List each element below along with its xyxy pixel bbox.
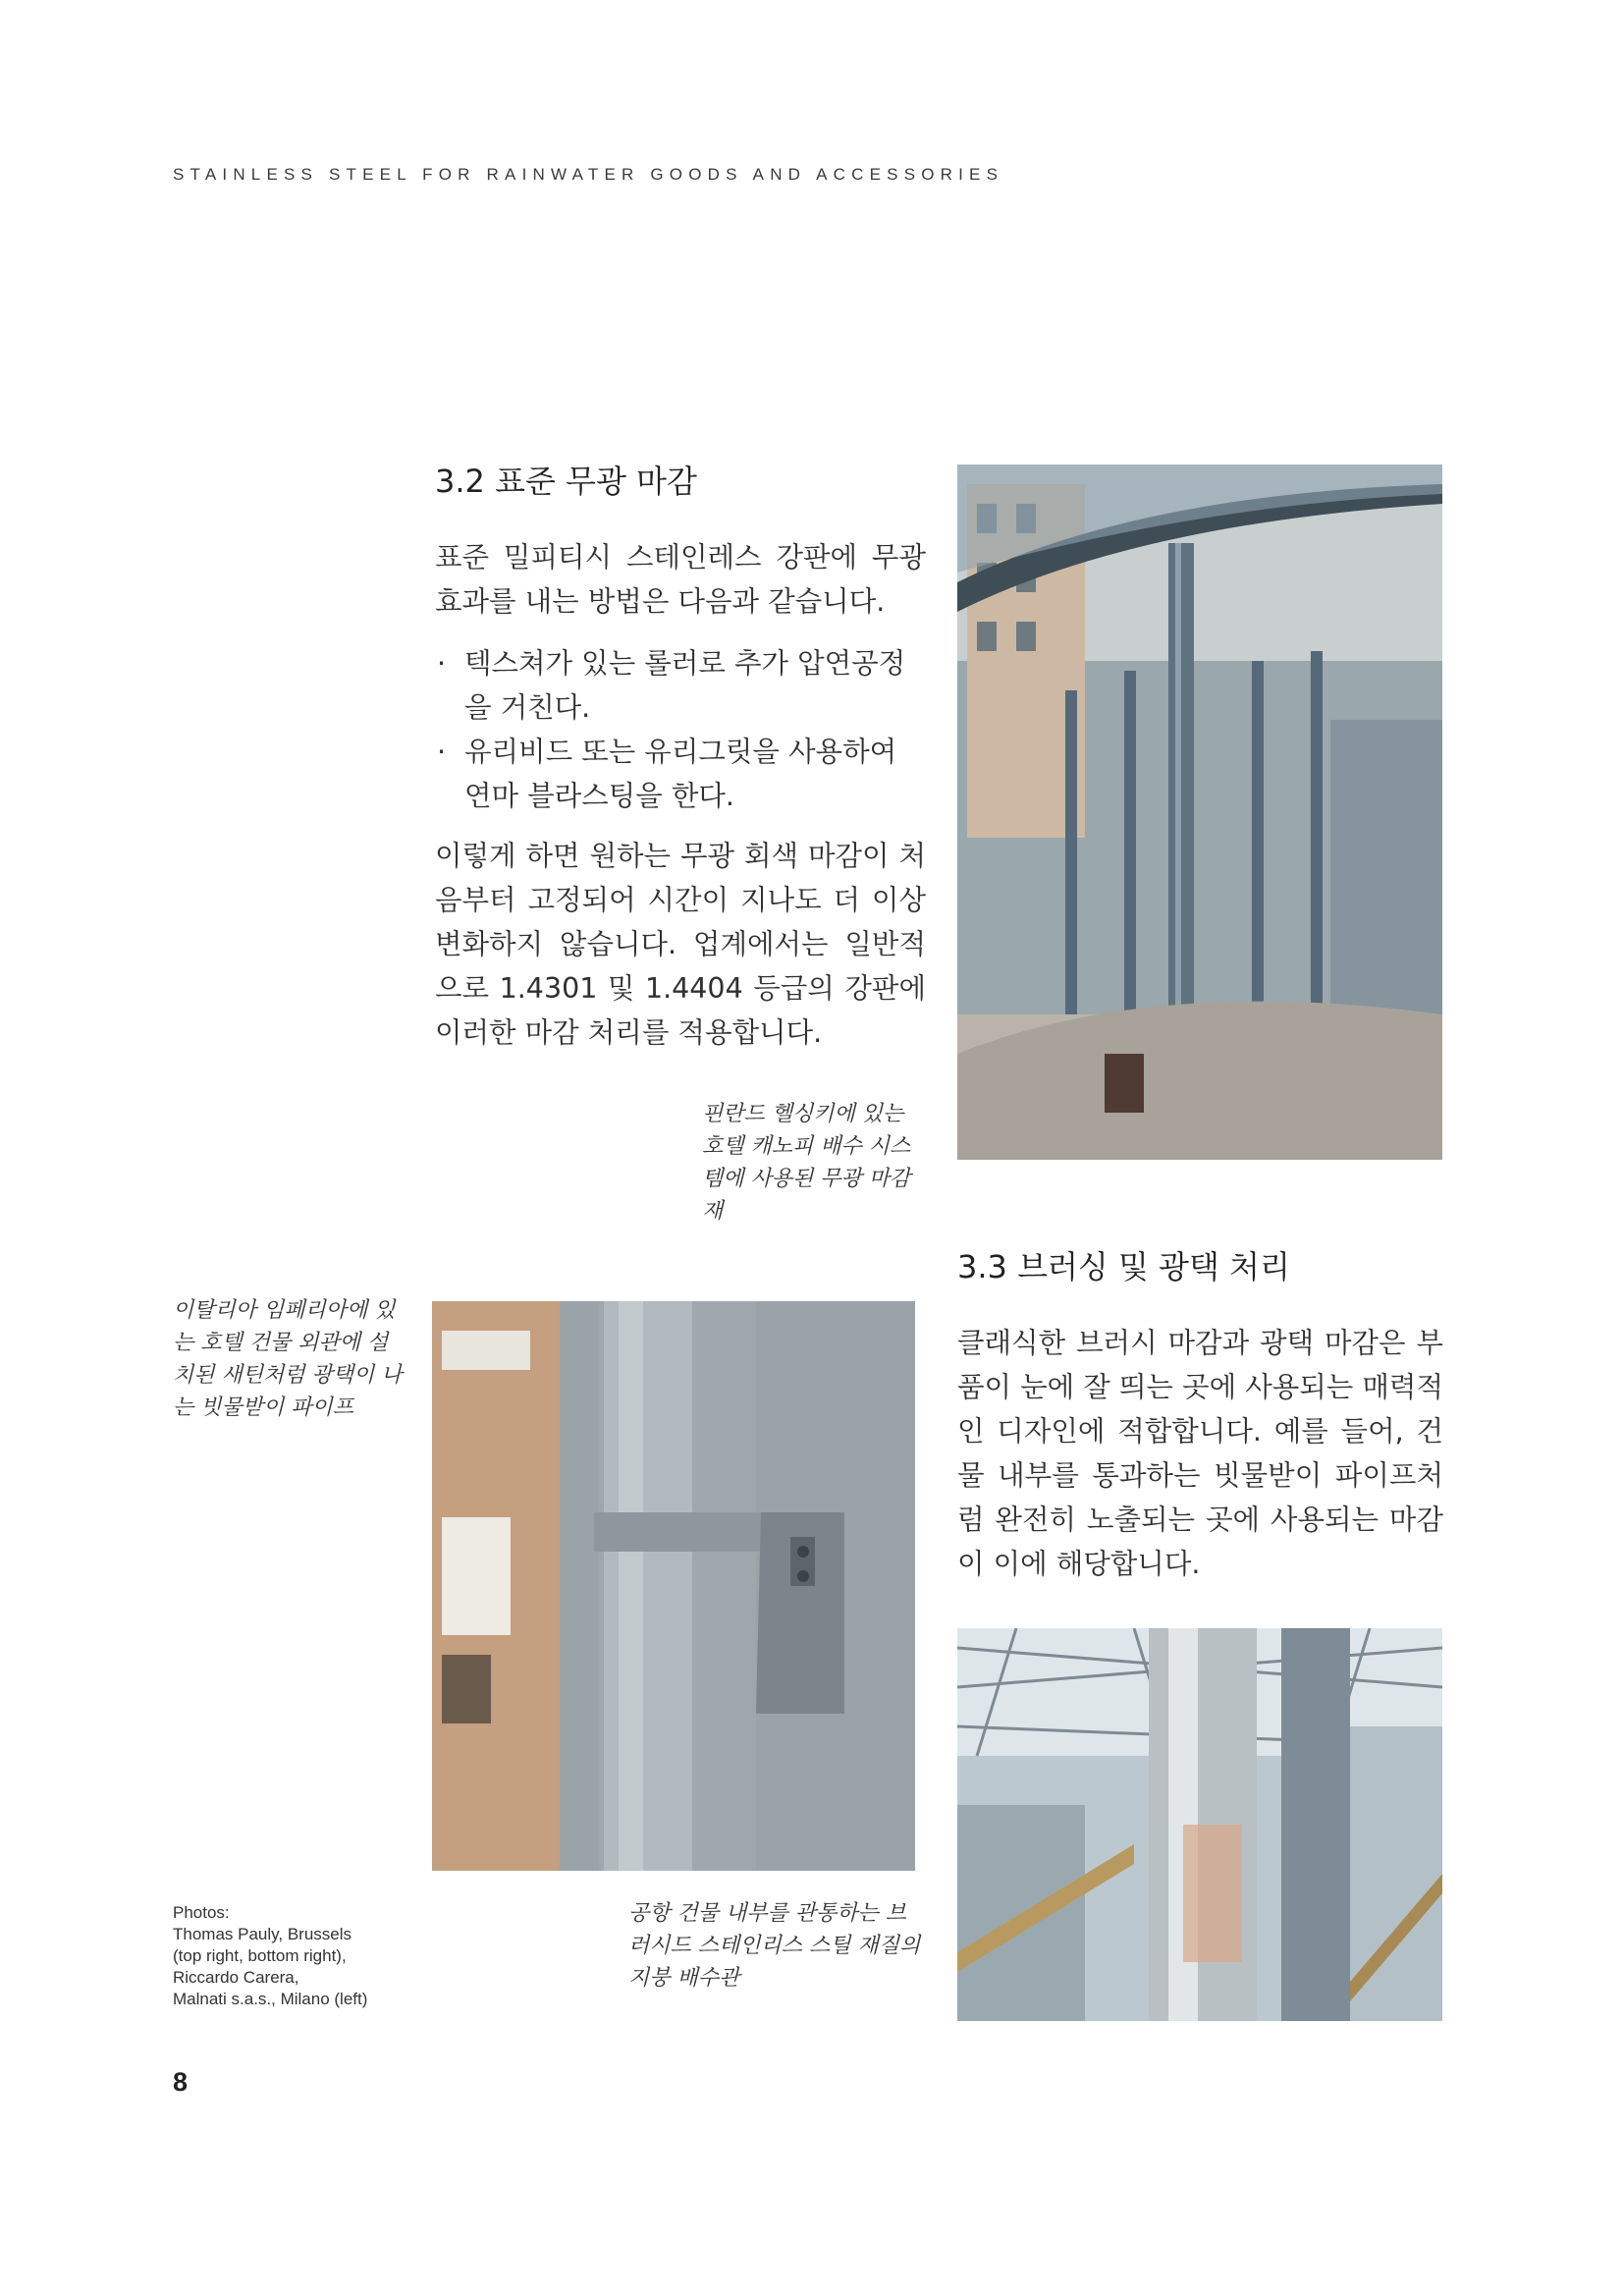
photo-satin-pipe-image — [432, 1301, 915, 1871]
photo-satin-pipe — [432, 1301, 915, 1871]
caption-airport-pipe: 공항 건물 내부를 관통하는 브러시드 스테인리스 스틸 재질의 지붕 배수관 — [628, 1901, 921, 1991]
credit-line: (top right, bottom right), — [173, 1946, 347, 1965]
bullet-text: 텍스쳐가 있는 롤러로 추가 압연공정을 거친다. — [464, 647, 906, 724]
credit-line: Thomas Pauly, Brussels — [173, 1925, 352, 1943]
bullet-glyph: · — [437, 647, 447, 680]
photo-hotel-canopy-image — [957, 465, 1442, 1160]
caption-imperia-pipe: 이탈리아 임페리아에 있는 호텔 건물 외관에 설치된 새틴처럼 광택이 나는 빗물받이 파이프 — [173, 1298, 403, 1420]
photo-credits — [173, 1902, 428, 2010]
section-3-3-heading: 3.3 브러싱 및 광택 처리 — [957, 1248, 1290, 1285]
caption-hotel-canopy: 핀란드 헬싱키에 있는 호텔 캐노피 배수 시스템에 사용된 무광 마감재 — [702, 1102, 911, 1224]
section-3-2-bullet-list — [435, 641, 926, 818]
section-3-3 — [957, 1242, 1443, 1586]
page-number: 8 — [173, 2067, 189, 2097]
bullet-item — [435, 641, 926, 730]
section-3-3-body: 클래식한 브러시 마감과 광택 마감은 부품이 눈에 잘 띄는 곳에 사용되는 매력적인 디자인에 적합합니다. 예를 들어, 건물 내부를 통과하는 빗물받이 파이프처럼 완전히 노출되는 곳에 사용되는 마감이 이에 해당합니다. — [957, 1327, 1443, 1580]
bullet-item — [435, 730, 926, 818]
section-3-2-result: 이렇게 하면 원하는 무광 회색 마감이 처음부터 고정되어 시간이 지나도 더 이상 변화하지 않습니다. 업계에서는 일반적으로 1.4301 및 1.4404 등급의 강판에 이러한 마감 처리를 적용합니다. — [435, 840, 926, 1049]
section-3-2 — [435, 457, 926, 1055]
photo-hotel-canopy — [957, 465, 1442, 1160]
bullet-text: 유리비드 또는 유리그릿을 사용하여 연마 블라스팅을 한다. — [464, 736, 897, 812]
running-header: STAINLESS STEEL FOR RAINWATER GOODS AND ACCESSORIES — [173, 165, 1004, 184]
section-3-2-intro: 표준 밀피티시 스테인레스 강판에 무광 효과를 내는 방법은 다음과 같습니다. — [435, 541, 926, 618]
photo-airport-pipe-image — [957, 1628, 1442, 2021]
credit-line: Malnati s.a.s., Milano (left) — [173, 1990, 368, 2008]
credit-line: Photos: — [173, 1903, 230, 1922]
photo-airport-pipe — [957, 1628, 1442, 2021]
section-3-2-heading: 3.2 표준 무광 마감 — [435, 463, 697, 500]
bullet-glyph: · — [437, 736, 447, 768]
credit-line: Riccardo Carera, — [173, 1968, 299, 1987]
